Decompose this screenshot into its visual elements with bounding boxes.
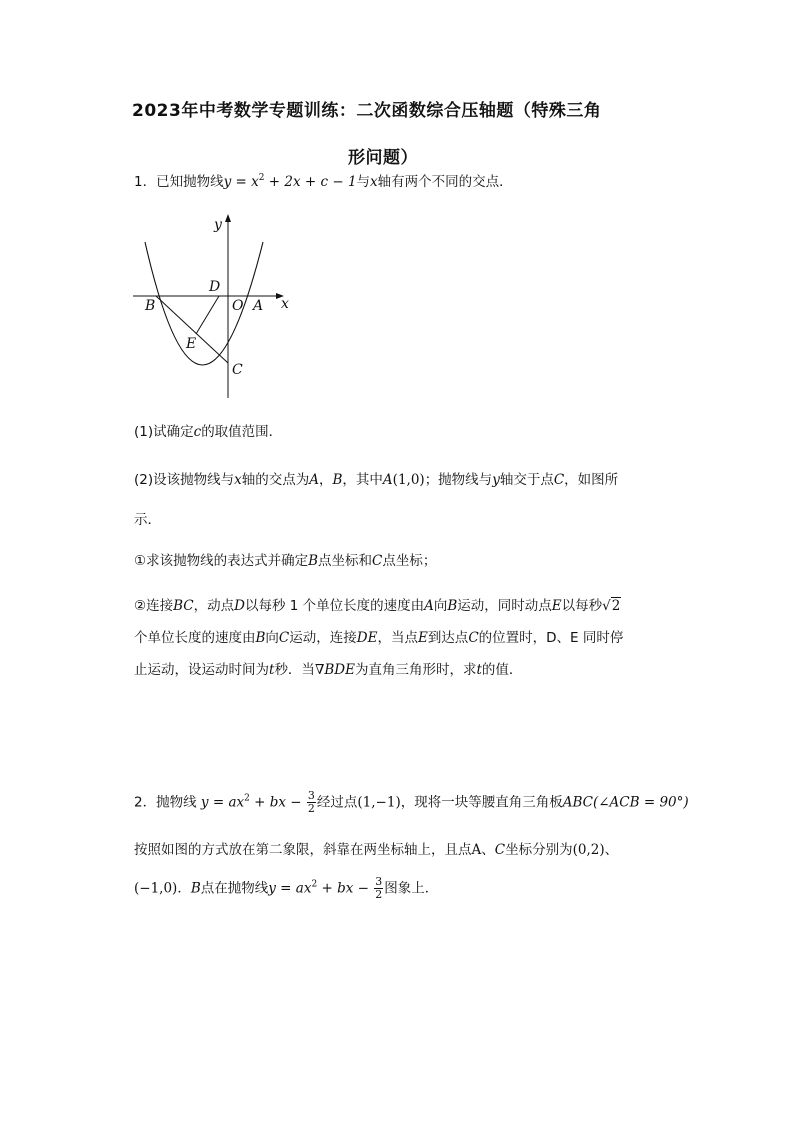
q1-sub2-line1: ②连接BC，动点D以每秒 1 个单位长度的速度由A向B运动，同时动点E以每秒√2 [134, 598, 621, 614]
label-y: y [214, 217, 222, 233]
segment-de [196, 296, 219, 334]
label-a: A [253, 298, 264, 314]
label-b: B [145, 298, 156, 314]
q1-number: 1． [134, 174, 157, 190]
page-title-line1: 2023年中考数学专题训练：二次函数综合压轴题（特殊三角 [132, 101, 602, 121]
label-c: C [232, 362, 243, 378]
q2-line2: 按照如图的方式放在第二象限，斜靠在两坐标轴上，且点A、C坐标分别为(0,2)、 [134, 842, 619, 858]
fraction-3-2: $\frac{3}{2}$ [307, 789, 315, 815]
q1-part2-line2: 示． [134, 512, 161, 528]
y-axis-arrow [225, 214, 231, 222]
fraction-3-2-b: $\frac{3}{2}$ [375, 875, 383, 901]
parabola-curve [145, 242, 263, 365]
q2-line3: (−1,0)．B点在抛物线$y = ax^2$ + bx − $\frac{3}{2}$ 图象上． [134, 875, 439, 901]
q1-sub1: ①求该抛物线的表达式并确定B点坐标和C点坐标； [134, 553, 437, 569]
label-e: E [186, 336, 197, 352]
label-d: D [209, 279, 221, 295]
sqrt-2: √2 [602, 598, 621, 614]
label-o: O [232, 298, 244, 314]
q1-sub2-line2: 个单位长度的速度由B向C运动，连接DE，当点E到达点C的位置时，D、E 同时停 [134, 630, 624, 646]
q1-parabola-figure [128, 210, 308, 405]
label-x: x [281, 296, 289, 312]
q2-number: 2． [134, 794, 157, 811]
q1-sub2-line3: 止运动，设运动时间为t秒．当∇BDE为直角三角形时，求t的值． [134, 662, 523, 678]
q1-part2-line1: (2)设该抛物线与x轴的交点为A，B，其中A(1,0)；抛物线与y轴交于点C，如图所 [134, 472, 619, 488]
q2-line1: 2．抛物线 $y = ax^2$ + bx − $\frac{3}{2}$ 经过点(1,−1)，现将一块等腰直角三角板ABC(∠ACB = 90°) [134, 789, 689, 815]
segment-bc [156, 296, 228, 363]
q1-stem: 1．已知抛物线$y = x^2 + 2x + c - 1$与x轴有两个不同的交点． [134, 173, 513, 190]
q1-part1: (1)试确定c的取值范围． [134, 424, 283, 440]
page-title-line2: 形问题） [348, 148, 418, 168]
